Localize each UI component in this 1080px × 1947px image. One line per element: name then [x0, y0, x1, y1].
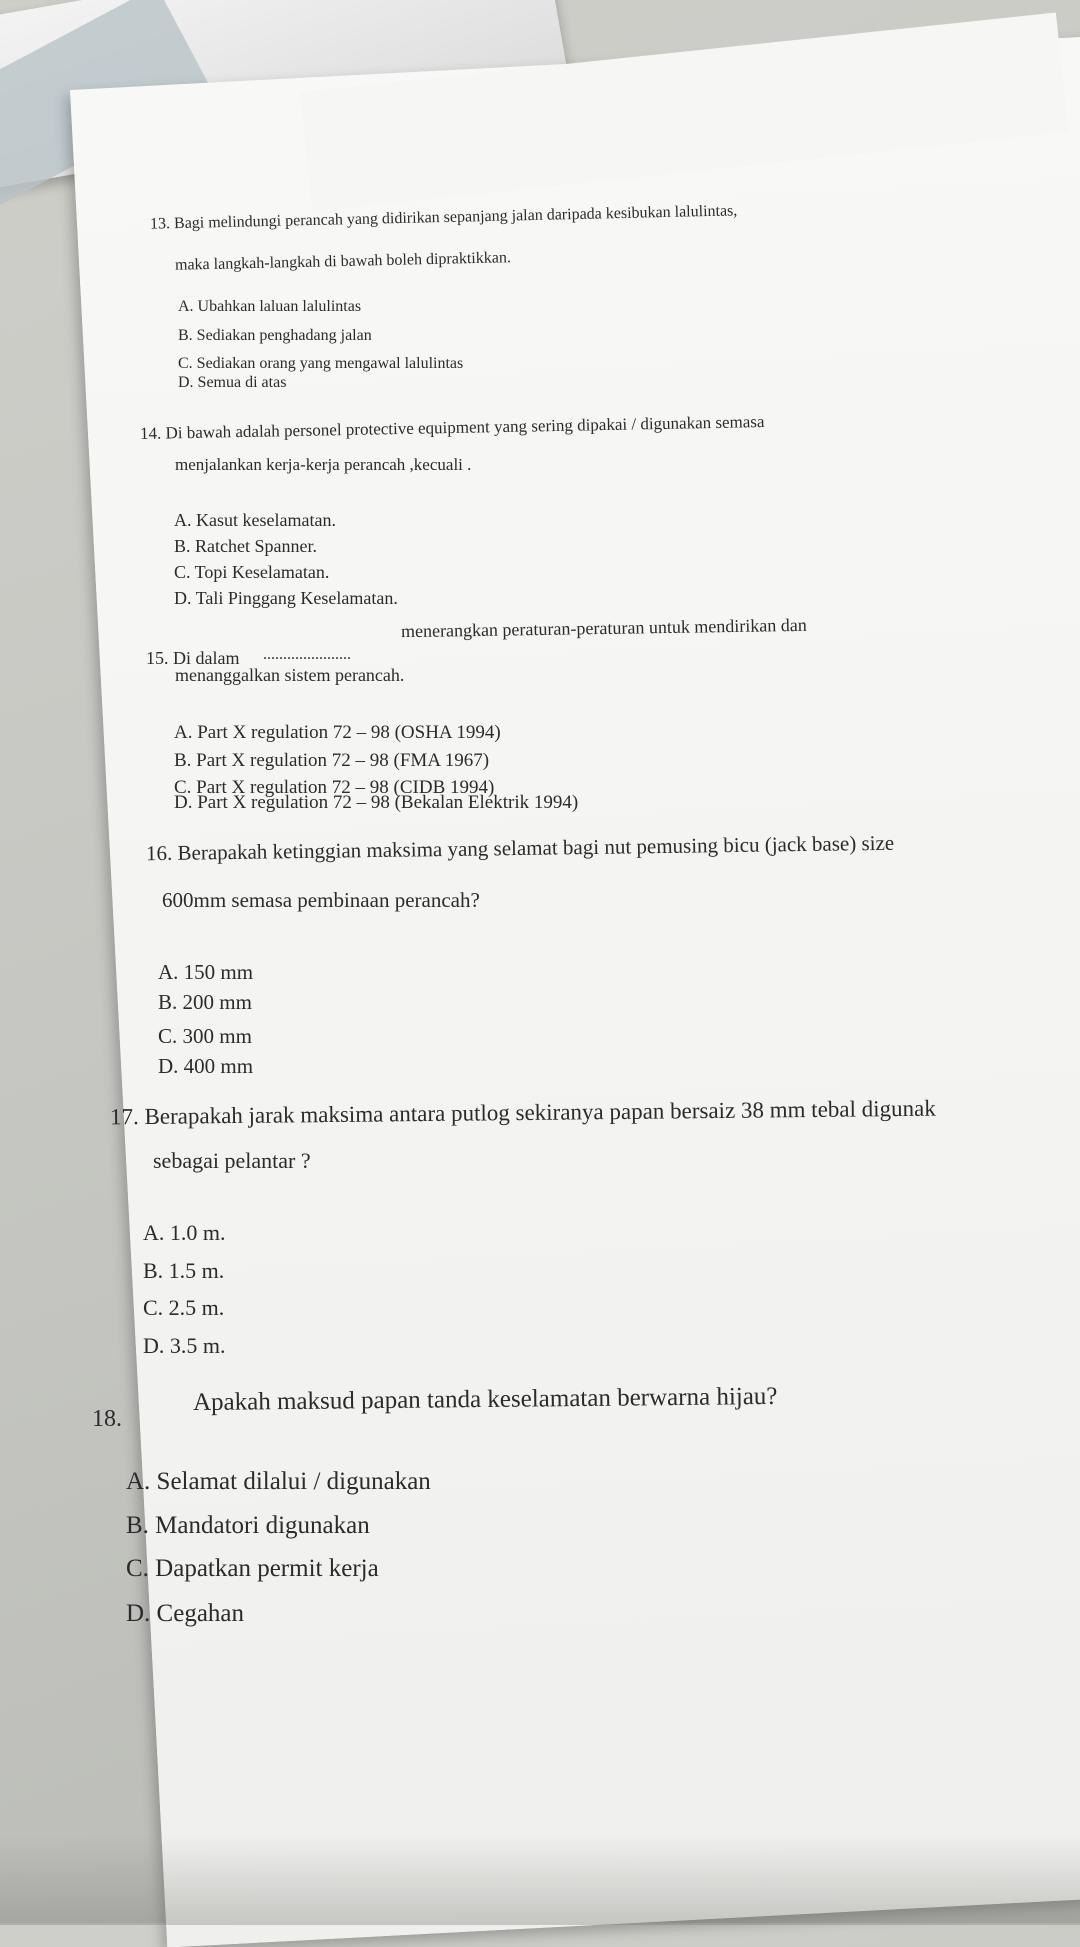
question-15-line-1-end: menerangkan peraturan-peraturan untuk mendirikan dan [400, 614, 807, 642]
question-18-option-c: C. Dapatkan permit kerja [126, 1555, 379, 1582]
question-13-line-1: 13. Bagi melindungi perancah yang didirikan sepanjang jalan daripada kesibukan lalulintas, [149, 202, 738, 233]
question-17-line-2: sebagai pelantar ? [153, 1148, 311, 1173]
question-14-line-2: menjalankan kerja-kerja perancah ,kecuali . [175, 455, 472, 474]
question-15-line-2: menanggalkan sistem perancah. [175, 665, 405, 685]
question-14-line-1: 14. Di bawah adalah personel protective equipment yang sering dipakai / digunakan semasa [139, 412, 765, 443]
question-13-option-d: D. Semua di atas [178, 374, 287, 391]
question-14-option-d: D. Tali Pinggang Keselamatan. [174, 588, 398, 608]
question-15-option-a: A. Part X regulation 72 – 98 (OSHA 1994) [174, 722, 501, 743]
question-18-line-1: Apakah maksud papan tanda keselamatan berwarna hijau? [192, 1382, 778, 1417]
question-14-option-c: C. Topi Keselamatan. [174, 562, 330, 582]
question-15-option-d: D. Part X regulation 72 – 98 (Bekalan Elektrik 1994) [174, 792, 579, 813]
question-14-option-b: B. Ratchet Spanner. [174, 536, 317, 556]
question-13-line-2: maka langkah-langkah di bawah boleh dipraktikkan. [174, 249, 512, 274]
question-17-line-1: 17. Berapakah jarak maksima antara putlog sekiranya papan bersaiz 38 mm tebal digunak [109, 1095, 936, 1130]
question-16-option-c: C. 300 mm [158, 1024, 252, 1048]
question-15-line-1-start: 15. Di dalam [146, 648, 240, 668]
question-17-option-a: A. 1.0 m. [143, 1220, 226, 1245]
question-16-option-a: A. 150 mm [158, 960, 254, 984]
question-15-option-b: B. Part X regulation 72 – 98 (FMA 1967) [174, 750, 490, 771]
question-14-option-a: A. Kasut keselamatan. [174, 510, 336, 530]
question-16-line-2: 600mm semasa pembinaan perancah? [162, 888, 480, 912]
question-17-option-c: C. 2.5 m. [143, 1295, 225, 1320]
question-15-option-c: C. Part X regulation 72 – 98 (CIDB 1994) [174, 777, 495, 798]
question-13-option-b: B. Sediakan penghadang jalan [178, 327, 372, 344]
question-16-option-b: B. 200 mm [158, 990, 252, 1014]
question-18-option-a: A. Selamat dilalui / digunakan [126, 1468, 431, 1495]
question-13-option-a: A. Ubahkan laluan lalulintas [178, 298, 362, 315]
question-16-option-d: D. 400 mm [158, 1054, 254, 1078]
question-18-option-d: D. Cegahan [126, 1600, 245, 1627]
question-17-option-b: B. 1.5 m. [143, 1258, 225, 1283]
question-17-option-d: D. 3.5 m. [143, 1333, 226, 1358]
question-18-option-b: B. Mandatori digunakan [126, 1512, 370, 1539]
question-13-option-c: C. Sediakan orang yang mengawal lalulintas [178, 355, 464, 372]
question-18-number: 18. [92, 1406, 122, 1432]
question-15-blank: ...................... [263, 646, 351, 663]
question-16-line-1: 16. Berapakah ketinggian maksima yang selamat bagi nut pemusing bicu (jack base) size [145, 830, 895, 866]
